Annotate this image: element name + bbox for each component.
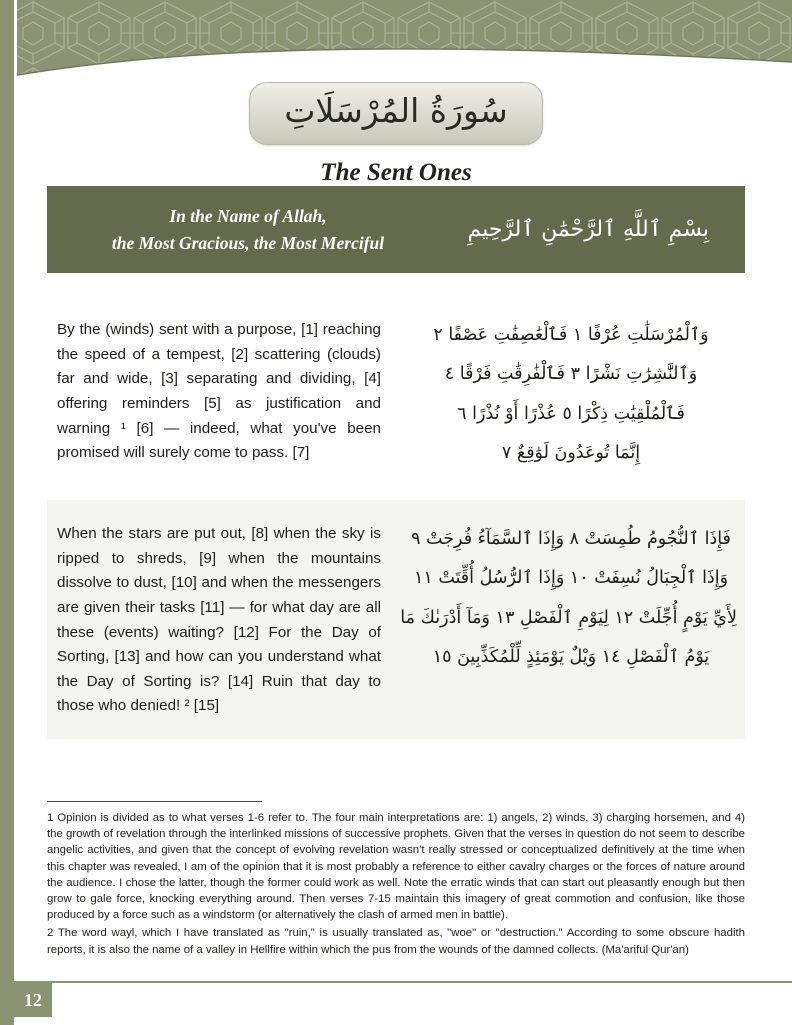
verse-block-arabic bbox=[395, 296, 745, 494]
ayah-line: وَٱلْمُرْسَلَٰتِ عُرْفًا ١ فَٱلْعَٰصِفَٰتِ عَصْفًا ٢ bbox=[433, 325, 709, 345]
verse-block bbox=[47, 500, 745, 739]
ayah-line: فَإِذَا ٱلنُّجُومُ طُمِسَتْ ٨ وَإِذَا ٱلسَّمَآءُ فُرِجَتْ ٩ bbox=[411, 529, 731, 549]
verse-block bbox=[47, 296, 745, 494]
footer-divider bbox=[0, 981, 792, 983]
ayah-line: يَوْمُ ٱلْفَصْلِ ١٤ وَيْلٌ يَوْمَئِذٍ لِّلْمُكَذِّبِينَ ١٥ bbox=[432, 647, 710, 668]
verse-block-english: By the (winds) sent with a purpose, [1] reaching the speed of a tempest, [2] scattering (clouds) far and wide, [3] separating and dividing, [4] offering reminders [5] as justification and warning ¹ [6] — indeed, what you've been promised will surely come to pass. [7] bbox=[57, 321, 381, 462]
surah-arabic-title: سُورَةُ المُرْسَلَاتِ bbox=[284, 91, 508, 130]
basmala-banner bbox=[47, 186, 745, 273]
surah-title-plate bbox=[249, 82, 542, 145]
basmala-english-line2: the Most Gracious, the Most Merciful bbox=[111, 232, 385, 253]
ayah-line: لِأَيِّ يَوْمٍ أُجِّلَتْ ١٢ لِيَوْمِ ٱلْفَصْلِ ١٣ وَمَآ أَدْرَىٰكَ مَا bbox=[400, 607, 737, 628]
surah-english-title: The Sent Ones bbox=[320, 158, 472, 186]
header-decorative-band bbox=[0, 0, 792, 92]
page-number: 12 bbox=[0, 983, 52, 1017]
ayah-line: إِنَّمَا تُوعَدُونَ لَوَٰقِعٌ ٧ bbox=[501, 443, 641, 464]
page-footer bbox=[0, 979, 792, 1025]
verse-block-arabic bbox=[395, 500, 745, 698]
footnote-item: 1 Opinion is divided as to what verses 1-6 refer to. The four main interpretations are: 1) angels, 2) winds, 3) charging horsemen, and 4) the growth of revelation through the interlinked missions of successive prophets. Given that the verses in question do not seem to describe angelic activities, and given that the concept of evolving revelation wasn't really stressed or conceptualized definitively at the time when this chapter was revealed, I am of the opinion that it is most probably a reference to either cavalry charges or the forces of nature around the audience. I chose the latter, though the former could work as well. Note the erratic winds that can start out pleasantly enough but then grow to gale force, knocking everything around. Then verses 7-15 maintain this imagery of great commotion and confusion, like those produced by a force such as a windstorm (or alternatively the clash of armed men in battle). bbox=[47, 812, 745, 922]
footnote-item: 2 The word wayl, which I have translated as "ruin," is usually translated as, "woe" or "destruction." According to some obscure hadith reports, it is also the name of a valley in Hellfire within which the pus from the wounds of the damned collects. (Ma'ariful Qur'an) bbox=[47, 927, 745, 956]
ayah-line: فَٱلْمُلْقِيَٰتِ ذِكْرًا ٥ عُذْرًا أَوْ نُذْرًا ٦ bbox=[457, 403, 685, 424]
verse-block-english: When the stars are put out, [8] when the sky is ripped to shreds, [9] when the mountains dissolve to dust, [10] and when the messengers are given their tasks [11] — for what day are all these (events) waiting? [12] For the Day of Sorting, [13] and how can you understand what the Day of Sorting is? [14] Ruin that day to those who denied! ² [15] bbox=[57, 525, 381, 715]
footnotes-section bbox=[47, 810, 745, 960]
basmala-english-line1: In the Name of Allah, bbox=[169, 206, 327, 227]
surah-title-section bbox=[0, 82, 792, 187]
ayah-line: وَٱلنَّٰشِرَٰتِ نَشْرًا ٣ فَٱلْفَٰرِقَٰتِ فَرْقًا ٤ bbox=[444, 364, 698, 385]
basmala-english bbox=[83, 203, 413, 256]
basmala-arabic: بِسْمِ ٱللَّهِ ٱلرَّحْمَٰنِ ٱلرَّحِيمِ bbox=[467, 217, 709, 242]
ayah-line: وَإِذَا ٱلْجِبَالُ نُسِفَتْ ١٠ وَإِذَا ٱلرُّسُلُ أُقِّتَتْ ١١ bbox=[413, 568, 729, 589]
footnote-divider bbox=[47, 801, 262, 802]
